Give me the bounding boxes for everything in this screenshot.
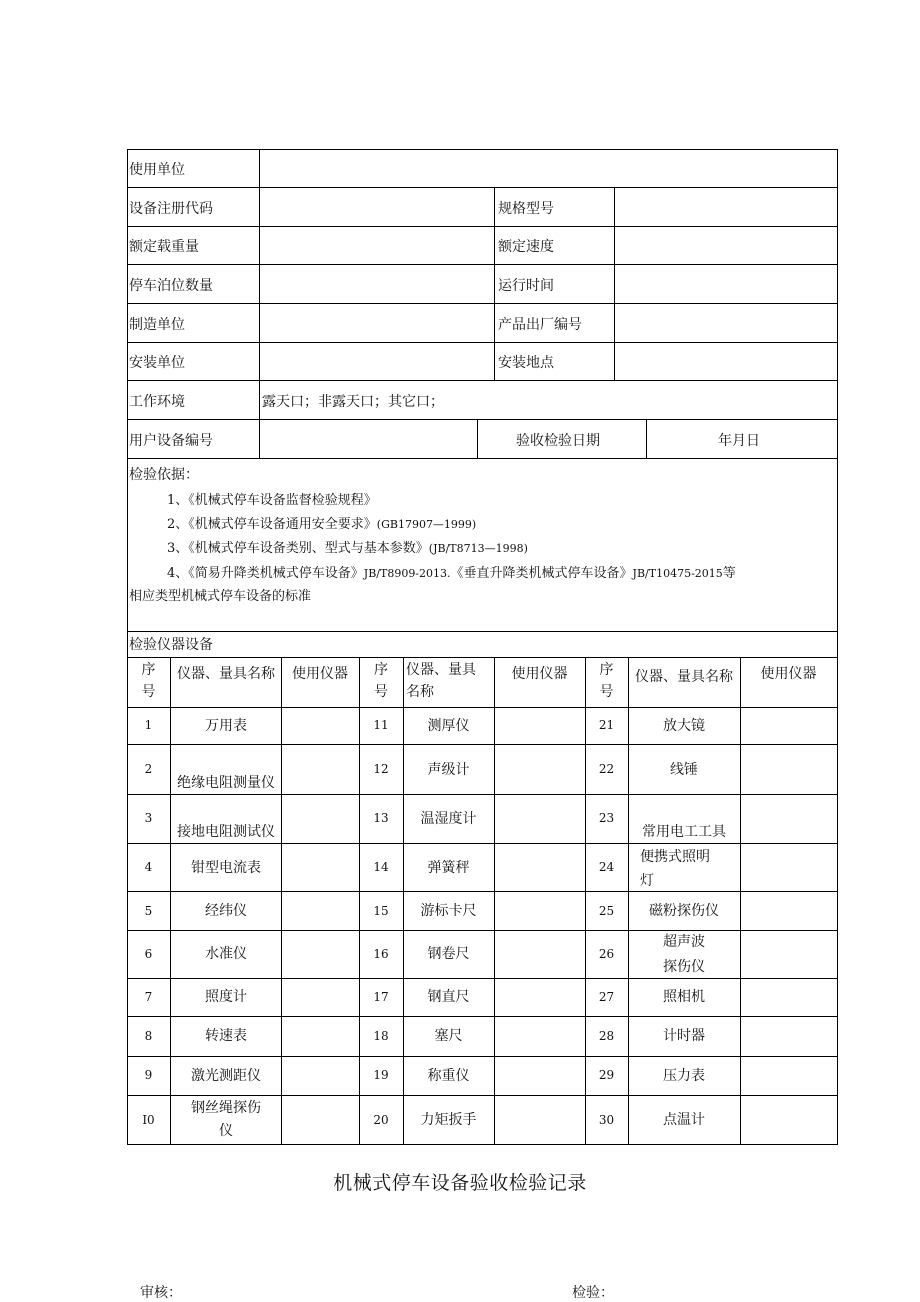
instrument-name: 游标卡尺 [420,903,477,919]
col-header-use-1: 使用仪器 [292,666,348,682]
seq-23: 23 [598,811,615,825]
document-title: 机械式停车设备验收检验记录 [333,1172,587,1194]
instrument-name-wire-rope-detector: 钢丝绳探伤 仪 [191,1100,261,1139]
model-label: 规格型号 [498,201,554,217]
seq-11: 11 [373,718,389,732]
instrument-name: 激光测距仪 [191,1068,261,1084]
seq-30: 30 [598,1113,615,1127]
seq-18: 18 [373,1029,389,1043]
seq-6: 6 [144,947,153,961]
instrument-name: 绝缘电阻测量仪 [177,775,275,791]
instrument-name-portable-lamp: 便携式照明 灯 [640,849,710,889]
basis-item-2: 2、《机械式停车设备通用安全要求》(GB17907—1999) [167,517,477,532]
basis-heading: 检验依据： [129,467,199,483]
seq-5: 5 [144,904,153,918]
instrument-name: 计时器 [663,1028,705,1044]
seq-8: 8 [144,1029,153,1043]
seq-3: 3 [144,811,153,825]
environment-options: 露天口；非露天口；其它口； [262,394,444,410]
instrument-name: 声级计 [427,762,470,778]
basis-item-4: 4、《简易升降类机械式停车设备》JB/T8909-2013.《垂直升降类机械式停车设备》JB/T10475-2015等 [167,566,736,581]
instrument-name: 接地电阻测试仪 [177,824,275,840]
seq-24: 24 [598,860,615,874]
instrument-name: 线锤 [670,762,698,778]
rated-load-label: 额定载重量 [129,239,199,255]
seq-1: 1 [144,718,153,732]
seq-12: 12 [373,762,389,776]
seq-9: 9 [144,1068,153,1082]
inspector-label: 检验： [572,1285,614,1301]
user-unit-label: 使用单位 [129,162,185,178]
seq-15: 15 [373,904,389,918]
instrument-name: 水准仪 [205,946,247,962]
seq-19: 19 [373,1068,389,1082]
run-time-label: 运行时间 [498,278,554,294]
col-header-seq-1: 序 号 [141,662,156,700]
instrument-name-ultrasonic: 超声波 探伤仪 [663,934,705,975]
instrument-name: 万用表 [205,718,247,734]
instrument-name: 钢直尺 [427,989,470,1005]
instrument-name: 测厚仪 [427,718,470,734]
instrument-name: 照度计 [205,989,247,1005]
seq-27: 27 [598,990,615,1004]
instrument-name: 力矩扳手 [420,1112,477,1128]
instrument-name: 弹簧秤 [427,860,470,876]
instrument-name: 磁粉探伤仪 [649,903,719,919]
instrument-name: 温湿度计 [420,811,477,827]
environment-label: 工作环境 [129,394,185,410]
col-header-use-3: 使用仪器 [760,666,817,682]
seq-7: 7 [144,990,153,1004]
seq-28: 28 [598,1029,615,1043]
instrument-name: 照相机 [663,989,705,1005]
seq-13: 13 [373,811,389,825]
instrument-name: 经纬仪 [205,903,247,919]
seq-2: 2 [144,762,153,776]
instrument-name: 塞尺 [434,1028,463,1044]
basis-item-1: 1、《机械式停车设备监督检验规程》 [167,493,377,508]
instrument-name: 压力表 [663,1068,705,1084]
instrument-name: 称重仪 [427,1068,470,1084]
col-header-use-2: 使用仪器 [511,666,568,682]
instrument-name: 钢卷尺 [427,946,470,962]
serial-no-label: 产品出厂编号 [498,317,582,333]
installer-label: 安装单位 [129,355,185,371]
seq-21: 21 [598,718,615,732]
instrument-name: 常用电工工具 [642,824,726,840]
col-header-seq-2: 序 号 [374,662,388,700]
col-header-name-3: 仪器、量具名称 [635,669,733,685]
user-device-no-label: 用户设备编号 [129,433,213,449]
date-value: 年月日 [718,433,760,449]
parking-count-label: 停车泊位数量 [129,278,213,294]
acceptance-date-label: 验收检验日期 [516,433,600,449]
seq-17: 17 [373,990,389,1004]
seq-16: 16 [373,947,389,961]
seq-29: 29 [598,1068,615,1082]
col-header-seq-3: 序 号 [599,662,614,700]
instrument-name: 钳型电流表 [191,860,261,876]
instruments-heading: 检验仪器设备 [129,637,213,653]
rated-speed-label: 额定速度 [498,239,554,255]
reg-code-label: 设备注册代码 [129,201,213,217]
seq-25: 25 [598,904,615,918]
reviewer-label: 审核： [140,1285,182,1301]
seq-14: 14 [373,860,389,874]
seq-22: 22 [598,762,615,776]
seq-20: 20 [373,1113,389,1127]
instrument-name: 转速表 [205,1028,247,1044]
instrument-name: 点温计 [663,1112,705,1128]
install-site-label: 安装地点 [498,355,554,371]
col-header-name-2: 仪器、量具 名称 [406,662,476,700]
seq-26: 26 [598,947,615,961]
seq-4: 4 [144,860,153,874]
seq-10: I0 [142,1113,155,1127]
manufacturer-label: 制造单位 [129,317,185,333]
basis-item-4-continued: 相应类型机械式停车设备的标准 [129,589,312,604]
col-header-name-1: 仪器、量具名称 [177,666,275,682]
instrument-name: 放大镜 [663,718,705,734]
basis-item-3: 3、《机械式停车设备类别、型式与基本参数》(JB/T8713—1998) [167,541,528,556]
